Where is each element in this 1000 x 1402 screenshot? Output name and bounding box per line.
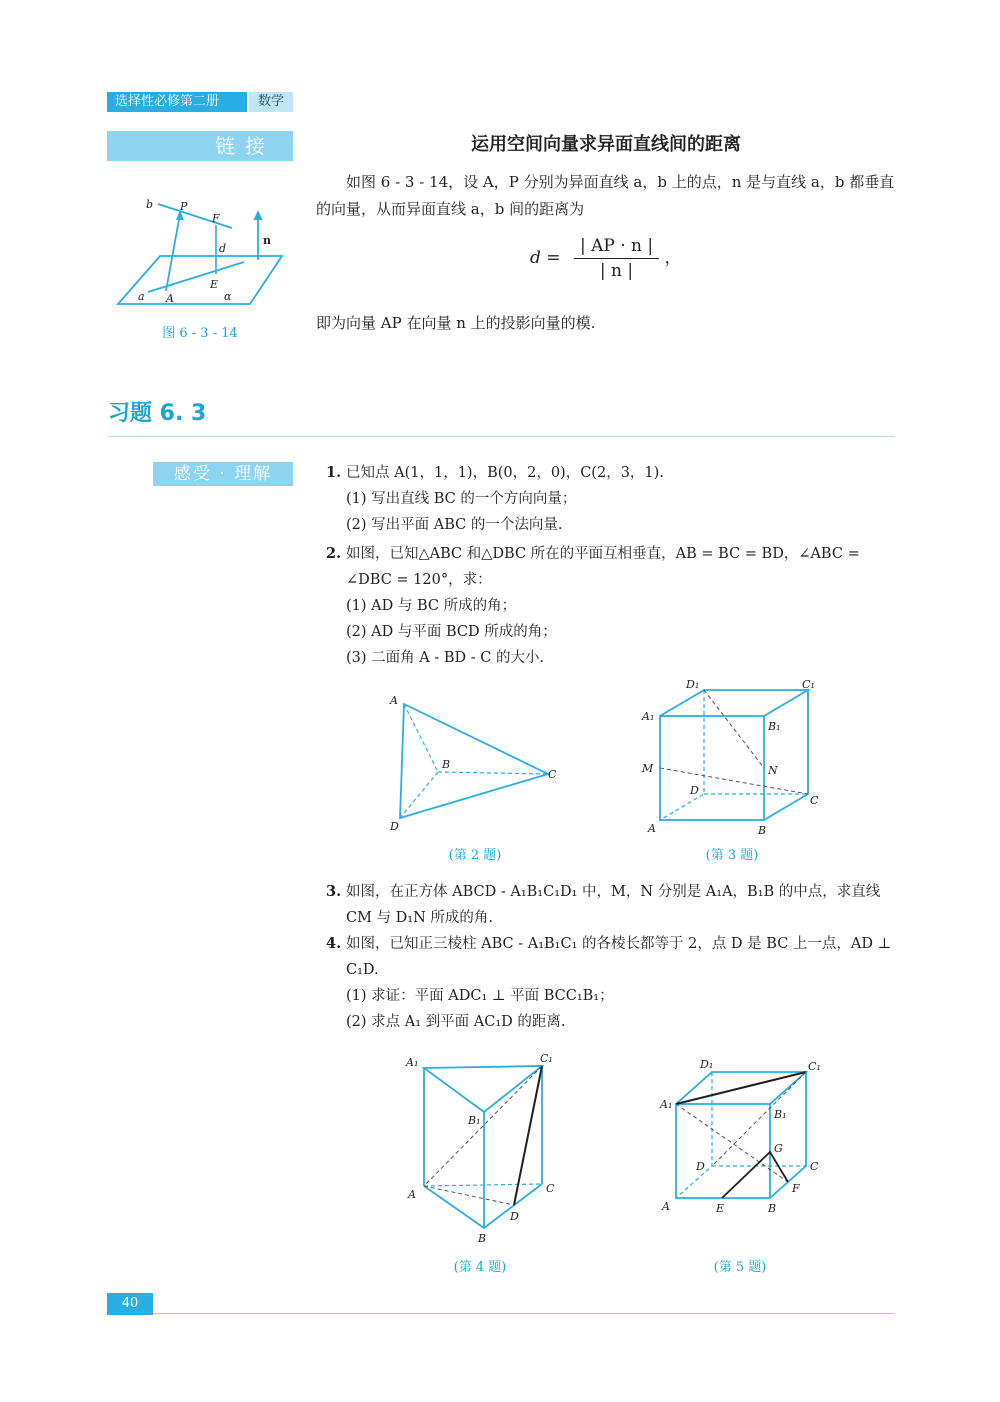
label-b1: B₁ <box>768 720 781 733</box>
label-a: A <box>648 822 656 835</box>
prism-top-face <box>424 1066 542 1112</box>
outline-acd <box>400 704 548 818</box>
problem-4 <box>326 931 896 1035</box>
figure-6-3-14 <box>110 188 290 318</box>
label-d: d <box>219 242 227 255</box>
label-a1: A₁ <box>642 710 655 723</box>
label-f: F <box>212 212 220 225</box>
problem-subpart: (1) 求证：平面 ADC₁ ⊥ 平面 BCC₁B₁； <box>346 988 614 1004</box>
segment-a1f <box>676 1104 788 1182</box>
problem-1 <box>326 460 896 538</box>
distance-formula <box>530 236 681 281</box>
label-b1: B₁ <box>774 1108 787 1121</box>
problem-stem: 如图，在正方体 ABCD - A₁B₁C₁D₁ 中，M，N 分别是 A₁A，B₁B 的中点，求直线 CM 与 D₁N 所成的角. <box>346 884 881 926</box>
cube-right <box>770 1072 806 1198</box>
figure-2-caption: (第 2 题) <box>448 848 502 863</box>
formula-tail: ， <box>664 248 682 268</box>
label-b1: B₁ <box>468 1114 481 1127</box>
section-divider <box>108 436 894 437</box>
edge-ac <box>424 1184 542 1186</box>
line-a <box>148 262 244 292</box>
figure-5-caption: (第 5 题) <box>713 1260 767 1275</box>
problem-number: 1. <box>326 464 342 481</box>
problem-number: 2. <box>326 545 342 562</box>
label-e: E <box>716 1202 725 1215</box>
problem-subpart: (2) 写出平面 ABC 的一个法向量. <box>346 517 563 533</box>
label-b: B <box>758 824 767 837</box>
cube-hidden-edges <box>676 1072 712 1198</box>
problem-stem: 已知点 A(1，1，1)，B(0，2，0)，C(2，3，1). <box>346 465 664 481</box>
cube-top <box>660 690 808 716</box>
label-n: N <box>768 764 778 777</box>
label-b: B <box>768 1202 777 1215</box>
edge-bc <box>438 772 548 774</box>
figure-6-3-14-caption: 图 6 - 3 - 14 <box>162 326 238 341</box>
figure-3-caption: (第 3 题) <box>705 848 759 863</box>
cube-hidden-edges <box>660 690 704 820</box>
label-d1: D₁ <box>686 678 700 691</box>
label-d: D <box>390 820 399 833</box>
label-c1: C₁ <box>802 678 815 691</box>
label-a: A <box>390 694 398 707</box>
problem-stem: 如图，已知正三棱柱 ABC - A₁B₁C₁ 的各棱长都等于 2，点 D 是 BC 上一点，AD ⊥ C₁D. <box>346 936 892 978</box>
problem-subpart: (1) 写出直线 BC 的一个方向向量； <box>346 491 577 507</box>
link-tag: 链接 <box>107 131 293 161</box>
label-c: C <box>548 768 557 781</box>
label-e: E <box>210 278 219 291</box>
line-b <box>158 204 232 228</box>
problem-subpart: (3) 二面角 A - BD - C 的大小. <box>346 650 545 666</box>
segment-ac1 <box>424 1066 542 1186</box>
label-a-line: a <box>138 290 145 303</box>
label-d: D <box>696 1160 705 1173</box>
segment-c1d <box>712 1072 806 1166</box>
footer-divider <box>153 1313 894 1314</box>
problem-number: 4. <box>326 935 342 952</box>
figure-problem-4 <box>400 1052 570 1242</box>
label-c1: C₁ <box>808 1060 821 1073</box>
cube-front-face <box>660 716 764 820</box>
segment-a1c1 <box>676 1072 806 1104</box>
problem-subpart: (2) 求点 A₁ 到平面 AC₁D 的距离. <box>346 1014 566 1030</box>
segment-cm <box>660 768 808 794</box>
link-paragraph-2: 即为向量 AP 在向量 n 上的投影向量的模. <box>316 314 596 332</box>
problem-number: 3. <box>326 883 342 900</box>
label-alpha: α <box>224 290 232 303</box>
section-title: 习题 6. 3 <box>108 401 207 426</box>
subject-label: 数学 <box>249 92 293 112</box>
link-title: 运用空间向量求异面直线间的距离 <box>471 134 741 155</box>
link-paragraph-1: 如图 6 - 3 - 14，设 A，P 分别为异面直线 a，b 上的点，n 是与直线 a，b 都垂直的向量，从而异面直线 a，b 间的距离为 <box>316 173 895 218</box>
problem-subpart: (1) AD 与 BC 所成的角； <box>346 598 517 614</box>
label-p: P <box>180 200 188 213</box>
cube-right <box>764 690 808 820</box>
problem-3 <box>326 879 896 931</box>
formula-denominator: | n | <box>599 261 634 281</box>
figure-4-caption: (第 4 题) <box>453 1260 507 1275</box>
label-d: D <box>510 1210 519 1223</box>
figure-problem-5 <box>658 1056 828 1216</box>
book-series-label: 选择性必修第二册 <box>107 92 247 112</box>
label-c: C <box>810 1160 819 1173</box>
formula-numerator: | AP · n | <box>574 236 659 259</box>
label-f: F <box>792 1182 800 1195</box>
label-a1: A₁ <box>660 1098 673 1111</box>
label-a-point: A <box>166 292 174 305</box>
label-g: G <box>774 1142 783 1155</box>
problem-2 <box>326 541 896 671</box>
label-c: C <box>546 1182 555 1195</box>
n-arrowhead <box>254 210 263 220</box>
label-a1: A₁ <box>406 1056 419 1069</box>
vector-ap <box>166 214 180 291</box>
edge-ab <box>404 704 438 772</box>
label-n: n <box>263 234 271 247</box>
label-d: D <box>690 784 699 797</box>
label-b: b <box>146 198 154 211</box>
label-m: M <box>642 762 654 775</box>
label-d1: D₁ <box>700 1058 714 1071</box>
figure-problem-2 <box>380 690 570 840</box>
problem-stem: 如图，已知△ABC 和△DBC 所在的平面互相垂直，AB = BC = BD，∠ABC = ∠DBC = 120°，求： <box>346 546 860 588</box>
label-b: B <box>442 758 451 771</box>
problem-subpart: (2) AD 与平面 BCD 所成的角； <box>346 624 557 640</box>
segment-d1n <box>704 690 764 768</box>
feel-understand-tag: 感受 · 理解 <box>153 462 293 486</box>
label-b: B <box>478 1232 487 1242</box>
label-c: C <box>810 794 819 807</box>
formula-lhs: d = <box>530 248 561 268</box>
label-c1: C₁ <box>540 1052 553 1065</box>
label-a: A <box>408 1188 416 1201</box>
cube-front-face <box>676 1104 770 1198</box>
label-a: A <box>662 1200 670 1213</box>
figure-problem-3 <box>638 676 828 840</box>
prism-bottom-front <box>424 1184 542 1228</box>
page-number: 40 <box>107 1293 153 1315</box>
edge-bd <box>400 772 438 818</box>
